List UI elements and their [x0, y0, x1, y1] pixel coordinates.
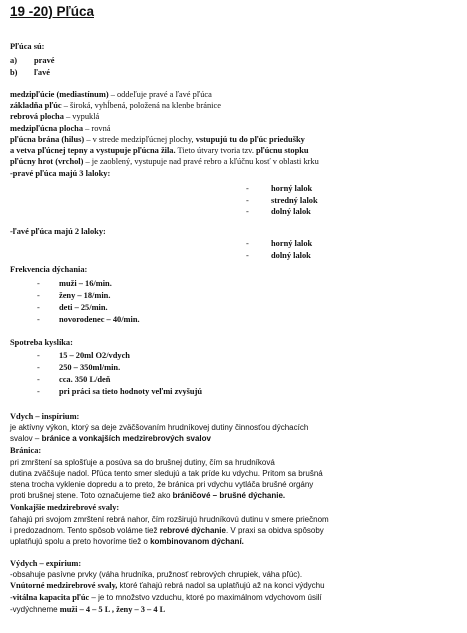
list-item: [10, 68, 51, 78]
list-item: 15 – 20ml O2/vdych: [59, 351, 130, 360]
bullet-dash: -: [246, 196, 249, 205]
text-line: [10, 124, 110, 134]
term: kombinovanom dýchaní.: [150, 537, 244, 546]
list-item: pri práci sa tieto hodnoty veľmi zvyšujú: [59, 387, 203, 396]
frequency-heading: Frekvencia dýchania:: [10, 265, 88, 274]
bullet-dash: -: [37, 291, 40, 300]
text-line: [10, 146, 309, 156]
text-run: -vydýchneme: [10, 605, 60, 614]
term: základňa pľúc: [10, 101, 62, 110]
bullet-dash: -: [246, 251, 249, 260]
term: bráničové – brušné dýchanie.: [172, 491, 286, 500]
lobe-item: horný lalok: [271, 239, 313, 248]
text-line: [10, 135, 305, 145]
list-marker: a): [10, 56, 17, 65]
term: pľúcny hrot (vrchol): [10, 157, 84, 166]
term: rebrové dýchanie: [159, 526, 226, 535]
lobe-item: dolný lalok: [271, 207, 311, 216]
term: vitálna kapacita pľúc: [12, 593, 90, 602]
bullet-dash: -: [37, 303, 40, 312]
text-run: svalov –: [10, 434, 42, 443]
list-text: pravé: [34, 56, 55, 65]
bullet-dash: -: [37, 363, 40, 372]
text-line: [10, 526, 324, 536]
text-line: [10, 537, 244, 547]
text-line: dutina zväčšuje nadol. Pľúca tento smer sledujú a tak príde ku vdychu. Pritom sa brušná: [10, 469, 323, 478]
text-line: [10, 434, 211, 444]
lobe-item: horný lalok: [271, 184, 313, 193]
definition: – široká, vyhĺbená, položená na klenbe bránice: [61, 101, 221, 110]
list-item: ženy – 18/min.: [59, 291, 111, 300]
text-run: . V praxi sa obidva spôsoby: [225, 526, 324, 535]
term: a vetva pľúcnej tepny a vystupuje pľúcna žila.: [10, 146, 176, 155]
term: medzipľúcie (mediastínum): [10, 90, 109, 99]
bullet-dash: -: [246, 207, 249, 216]
text-line: je aktívny výkon, ktorý sa deje zväčšovaním hrudníkovej dutiny činnosťou dýchacích: [10, 423, 309, 432]
bullet-dash: -: [37, 375, 40, 384]
term: vstupujú tu do pľúc priedušky: [195, 135, 305, 144]
definition: Tieto útvary tvoria tzv.: [175, 146, 257, 155]
text-line: [10, 101, 221, 111]
bullet-dash: -: [246, 184, 249, 193]
term: pľúcna brána (hilus): [10, 135, 85, 144]
list-item: [10, 56, 55, 66]
list-item: novorodenec – 40/min.: [59, 315, 140, 324]
exhale-heading: Výdych – expírium:: [10, 559, 82, 568]
lobe-item: dolný lalok: [271, 251, 311, 260]
text-run: i predozadnom. Tento spôsob voláme tiež: [10, 526, 160, 535]
diaphragm-heading: Bránica:: [10, 446, 42, 455]
text-line: [10, 112, 99, 122]
inhale-heading: Vdych – inspírium:: [10, 412, 80, 421]
list-item: 250 – 350ml/min.: [59, 363, 121, 372]
term: pľúcnu stopku: [256, 146, 309, 155]
definition: – rovná: [83, 124, 111, 133]
intercostal-heading: Vonkajšie medzirebrové svaly:: [10, 503, 120, 512]
text-run: – je to množstvo vzduchu, ktoré po maximálnom vdychovom úsilí: [89, 593, 322, 602]
text-line: [10, 157, 319, 167]
definition: – v strede medzipľúcnej plochy,: [84, 135, 196, 144]
term: muži – 4 – 5 L , ženy – 3 – 4 L: [59, 605, 166, 614]
text-run: uplatňujú spolu a preto hovoríme tiež o: [10, 537, 151, 546]
term: medzipľúcna plocha: [10, 124, 84, 133]
term: bránice a vonkajších medzirebrových svalov: [41, 434, 211, 443]
text-line: stena trocha vyklenie dopredu a to preto, že bránica pri vdychu vytláča brušné orgány: [10, 480, 314, 489]
bullet-dash: -: [37, 351, 40, 360]
term: rebrová plocha: [10, 112, 64, 121]
text-line: [10, 581, 325, 591]
text-line: pri zmrštení sa splošťuje a posúva sa do brušnej dutiny, čím sa hrudníková: [10, 458, 275, 467]
list-item: deti – 25/min.: [59, 303, 108, 312]
bullet-dash: -: [37, 279, 40, 288]
oxygen-heading: Spotreba kyslíka:: [10, 338, 73, 347]
definition: – vypuklá: [63, 112, 100, 121]
lobe-item: stredný lalok: [271, 196, 318, 205]
right-lung-heading: -pravé pľúca majú 3 laloky:: [10, 169, 111, 178]
text-line: [10, 90, 212, 100]
list-text: ľavé: [34, 68, 51, 77]
text-run: -: [10, 593, 13, 602]
text-run: proti brušnej stene. Toto označujeme tiež ako: [10, 491, 173, 500]
text-run: ktoré ťahajú rebrá nadol sa uplatňujú až na konci výdychu: [117, 581, 325, 590]
bullet-dash: -: [37, 315, 40, 324]
list-item: cca. 350 L/deň: [59, 375, 111, 384]
definition: – oddeľuje pravé a ľavé pľúca: [108, 90, 212, 99]
lungs-heading: Pľúca sú:: [10, 42, 45, 51]
text-line: ťahajú pri svojom zmrštení rebrá nahor, čím rozširujú hrudníkovú dutinu v smere priečnom: [10, 515, 329, 524]
page-title: 19 -20) Pľúca: [10, 4, 94, 19]
list-item: muži – 16/min.: [59, 279, 112, 288]
bullet-dash: -: [246, 239, 249, 248]
bullet-dash: -: [37, 387, 40, 396]
term: Vnútorné medzirebrové svaly,: [10, 581, 118, 590]
list-marker: b): [10, 68, 18, 77]
text-line: [10, 593, 322, 603]
definition: – je zaoblený, vystupuje nad pravé rebro a kľúčnu kosť v oblasti krku: [83, 157, 319, 166]
left-lung-heading: -ľavé pľúca majú 2 laloky:: [10, 227, 106, 236]
text-line: [10, 491, 285, 501]
text-line: [10, 605, 165, 615]
text-line: -obsahuje pasívne prvky (váha hrudníka, pružnosť rebrových chrupiek, váha pľúc).: [10, 570, 303, 579]
